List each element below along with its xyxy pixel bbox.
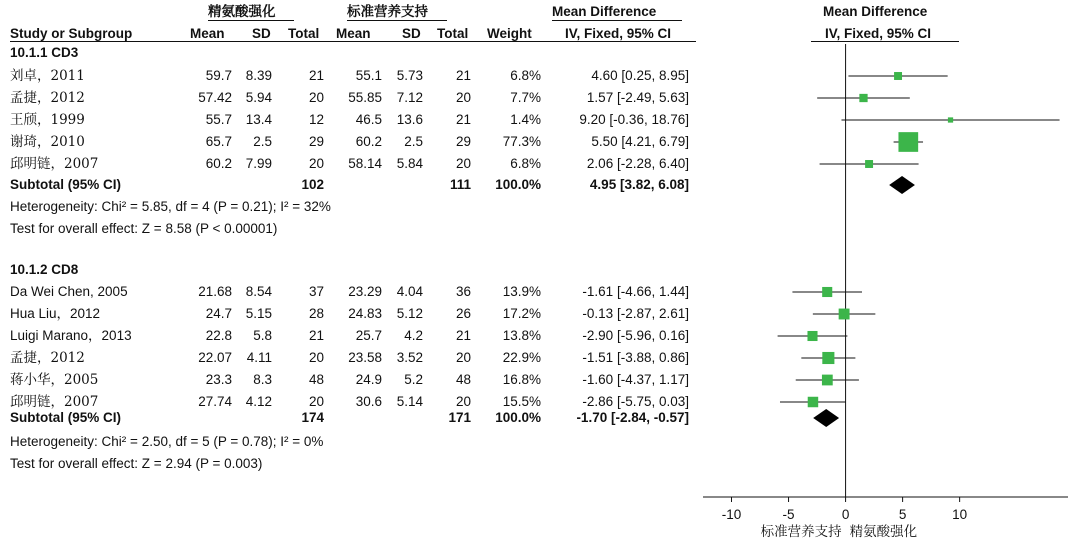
study-total1: 21 — [308, 68, 324, 83]
study-name: 孟捷，2012 — [10, 350, 85, 366]
study-weight: 13.8% — [502, 328, 541, 343]
study-ci: -2.86 [-5.75, 0.03] — [582, 394, 689, 409]
study-ci: 9.20 [-0.36, 18.76] — [579, 112, 689, 127]
study-sd1: 8.3 — [253, 372, 272, 387]
study-weight: 17.2% — [502, 306, 541, 321]
study-weight: 22.9% — [502, 350, 541, 365]
study-sd1: 8.54 — [245, 284, 272, 299]
study-mean2: 46.5 — [355, 112, 382, 127]
col-total2: Total — [437, 26, 469, 41]
heterogeneity-text: Heterogeneity: Chi² = 2.50, df = 5 (P = 0.78); I² = 0% — [10, 434, 324, 449]
study-total1: 28 — [308, 306, 324, 321]
study-mean1: 60.2 — [205, 156, 232, 171]
study-name: 刘卓，2011 — [10, 68, 85, 84]
group1-label: 精氨酸强化 — [208, 4, 276, 20]
x-tick-label: 5 — [898, 507, 907, 522]
study-mean1: 23.3 — [205, 372, 232, 387]
study-sd2: 4.2 — [404, 328, 423, 343]
favours-left-label: 标准营养支持 — [760, 524, 842, 540]
col-total1: Total — [288, 26, 320, 41]
x-tick-label: 0 — [841, 507, 850, 522]
study-name: Hua Liu，2012 — [10, 306, 101, 321]
x-tick-label: -10 — [721, 507, 742, 522]
col-study: Study or Subgroup — [10, 26, 133, 41]
study-ci: -1.61 [-4.66, 1.44] — [582, 284, 689, 299]
overall-effect-text: Test for overall effect: Z = 2.94 (P = 0.003) — [10, 456, 263, 471]
study-sd2: 5.84 — [396, 156, 423, 171]
study-mean1: 27.74 — [198, 394, 232, 409]
effect-square — [822, 375, 833, 386]
study-weight: 7.7% — [510, 90, 541, 105]
subtotal-ci: 4.95 [3.82, 6.08] — [589, 177, 689, 192]
study-mean2: 58.14 — [348, 156, 382, 171]
study-name: Da Wei Chen, 2005 — [10, 284, 128, 299]
study-ci: 5.50 [4.21, 6.79] — [591, 134, 689, 149]
study-sd1: 5.94 — [245, 90, 272, 105]
subtotal-label: Subtotal (95% CI) — [10, 177, 122, 192]
effect-square — [839, 309, 850, 320]
subtotal-diamond — [889, 176, 915, 194]
study-sd2: 5.2 — [404, 372, 423, 387]
effect-square — [865, 160, 873, 168]
study-mean1: 22.8 — [205, 328, 232, 343]
md-title: Mean Difference — [552, 4, 657, 19]
x-tick-label: -5 — [782, 507, 795, 522]
subgroup-title: 10.1.1 CD3 — [10, 45, 79, 60]
study-total2: 29 — [455, 134, 471, 149]
study-total2: 48 — [455, 372, 471, 387]
study-sd1: 5.8 — [253, 328, 272, 343]
study-sd2: 5.73 — [396, 68, 423, 83]
study-weight: 15.5% — [502, 394, 541, 409]
study-name: 孟捷，2012 — [10, 90, 85, 106]
study-sd1: 4.11 — [246, 350, 272, 365]
study-total1: 37 — [308, 284, 324, 299]
study-total1: 20 — [308, 90, 324, 105]
study-ci: 1.57 [-2.49, 5.63] — [586, 90, 689, 105]
col-mean2: Mean — [336, 26, 371, 41]
study-ci: -1.51 [-3.88, 0.86] — [582, 350, 689, 365]
plot-subtitle: IV, Fixed, 95% CI — [825, 26, 932, 41]
study-mean1: 22.07 — [198, 350, 232, 365]
study-name: 蒋小华，2005 — [10, 372, 99, 388]
study-total2: 20 — [455, 394, 471, 409]
study-mean1: 59.7 — [205, 68, 232, 83]
effect-square — [898, 132, 918, 152]
favours-right-label: 精氨酸强化 — [849, 524, 918, 540]
study-total2: 20 — [455, 156, 471, 171]
study-total1: 20 — [308, 350, 324, 365]
study-mean1: 65.7 — [205, 134, 232, 149]
study-mean2: 25.7 — [355, 328, 382, 343]
col-sd1: SD — [252, 26, 271, 41]
study-mean2: 24.83 — [348, 306, 382, 321]
study-total2: 21 — [455, 68, 471, 83]
study-mean1: 24.7 — [205, 306, 232, 321]
study-ci: -2.90 [-5.96, 0.16] — [582, 328, 689, 343]
study-sd2: 2.5 — [404, 134, 423, 149]
study-total1: 20 — [308, 156, 324, 171]
study-ci: 4.60 [0.25, 8.95] — [591, 68, 689, 83]
subtotal-label: Subtotal (95% CI) — [10, 410, 122, 425]
study-ci: -1.60 [-4.37, 1.17] — [582, 372, 689, 387]
study-weight: 77.3% — [502, 134, 541, 149]
subtotal-weight: 100.0% — [495, 410, 541, 425]
study-mean1: 55.7 — [205, 112, 232, 127]
study-total1: 21 — [308, 328, 324, 343]
study-name: 王颀，1999 — [10, 112, 85, 128]
effect-square — [822, 352, 834, 364]
study-total2: 26 — [455, 306, 471, 321]
study-total2: 20 — [455, 350, 471, 365]
study-mean2: 55.1 — [355, 68, 382, 83]
effect-square — [948, 117, 953, 122]
study-total2: 36 — [455, 284, 471, 299]
study-sd1: 2.5 — [253, 134, 272, 149]
study-mean2: 23.29 — [348, 284, 382, 299]
effect-square — [807, 331, 817, 341]
study-name: 邱明链，2007 — [10, 156, 99, 172]
study-mean2: 24.9 — [355, 372, 382, 387]
study-sd1: 7.99 — [245, 156, 272, 171]
study-sd1: 8.39 — [245, 68, 272, 83]
plot-title: Mean Difference — [823, 4, 928, 19]
study-mean1: 57.42 — [198, 90, 232, 105]
md-subtitle: IV, Fixed, 95% CI — [565, 26, 672, 41]
study-mean2: 30.6 — [355, 394, 382, 409]
study-sd1: 5.15 — [245, 306, 272, 321]
study-weight: 6.8% — [510, 68, 541, 83]
col-sd2: SD — [402, 26, 421, 41]
overall-effect-text: Test for overall effect: Z = 8.58 (P < 0.00001) — [10, 221, 278, 236]
study-sd2: 13.6 — [396, 112, 423, 127]
col-weight: Weight — [487, 26, 532, 41]
subtotal-total1: 102 — [301, 177, 324, 192]
study-ci: 2.06 [-2.28, 6.40] — [586, 156, 689, 171]
study-sd1: 13.4 — [245, 112, 272, 127]
study-mean2: 60.2 — [355, 134, 382, 149]
study-weight: 13.9% — [502, 284, 541, 299]
study-sd2: 3.52 — [396, 350, 423, 365]
study-weight: 16.8% — [502, 372, 541, 387]
study-total1: 20 — [308, 394, 324, 409]
study-name: 谢琦，2010 — [10, 134, 85, 150]
subtotal-ci: -1.70 [-2.84, -0.57] — [576, 410, 689, 425]
subtotal-total2: 171 — [448, 410, 471, 425]
effect-square — [859, 94, 867, 102]
study-total1: 12 — [308, 112, 324, 127]
subtotal-diamond — [813, 409, 839, 427]
study-sd1: 4.12 — [245, 394, 272, 409]
study-total1: 29 — [308, 134, 324, 149]
study-sd2: 7.12 — [396, 90, 423, 105]
subtotal-weight: 100.0% — [495, 177, 541, 192]
x-tick-label: 10 — [952, 507, 968, 522]
study-sd2: 5.14 — [396, 394, 423, 409]
subtotal-total1: 174 — [301, 410, 324, 425]
study-ci: -0.13 [-2.87, 2.61] — [582, 306, 689, 321]
study-weight: 6.8% — [510, 156, 541, 171]
study-total2: 20 — [455, 90, 471, 105]
subgroup-title: 10.1.2 CD8 — [10, 262, 79, 277]
study-name: 邱明链，2007 — [10, 394, 99, 410]
study-total2: 21 — [455, 112, 471, 127]
effect-square — [894, 72, 902, 80]
study-total1: 48 — [308, 372, 324, 387]
study-weight: 1.4% — [510, 112, 541, 127]
study-mean2: 55.85 — [348, 90, 382, 105]
effect-square — [808, 397, 818, 407]
study-mean2: 23.58 — [348, 350, 382, 365]
group2-label: 标准营养支持 — [347, 4, 428, 20]
study-mean1: 21.68 — [198, 284, 232, 299]
subtotal-total2: 111 — [449, 177, 471, 192]
heterogeneity-text: Heterogeneity: Chi² = 5.85, df = 4 (P = 0.21); I² = 32% — [10, 199, 331, 214]
study-sd2: 5.12 — [396, 306, 423, 321]
study-total2: 21 — [455, 328, 471, 343]
study-sd2: 4.04 — [396, 284, 423, 299]
col-mean1: Mean — [190, 26, 225, 41]
effect-square — [822, 287, 832, 297]
study-name: Luigi Marano，2013 — [10, 328, 132, 343]
